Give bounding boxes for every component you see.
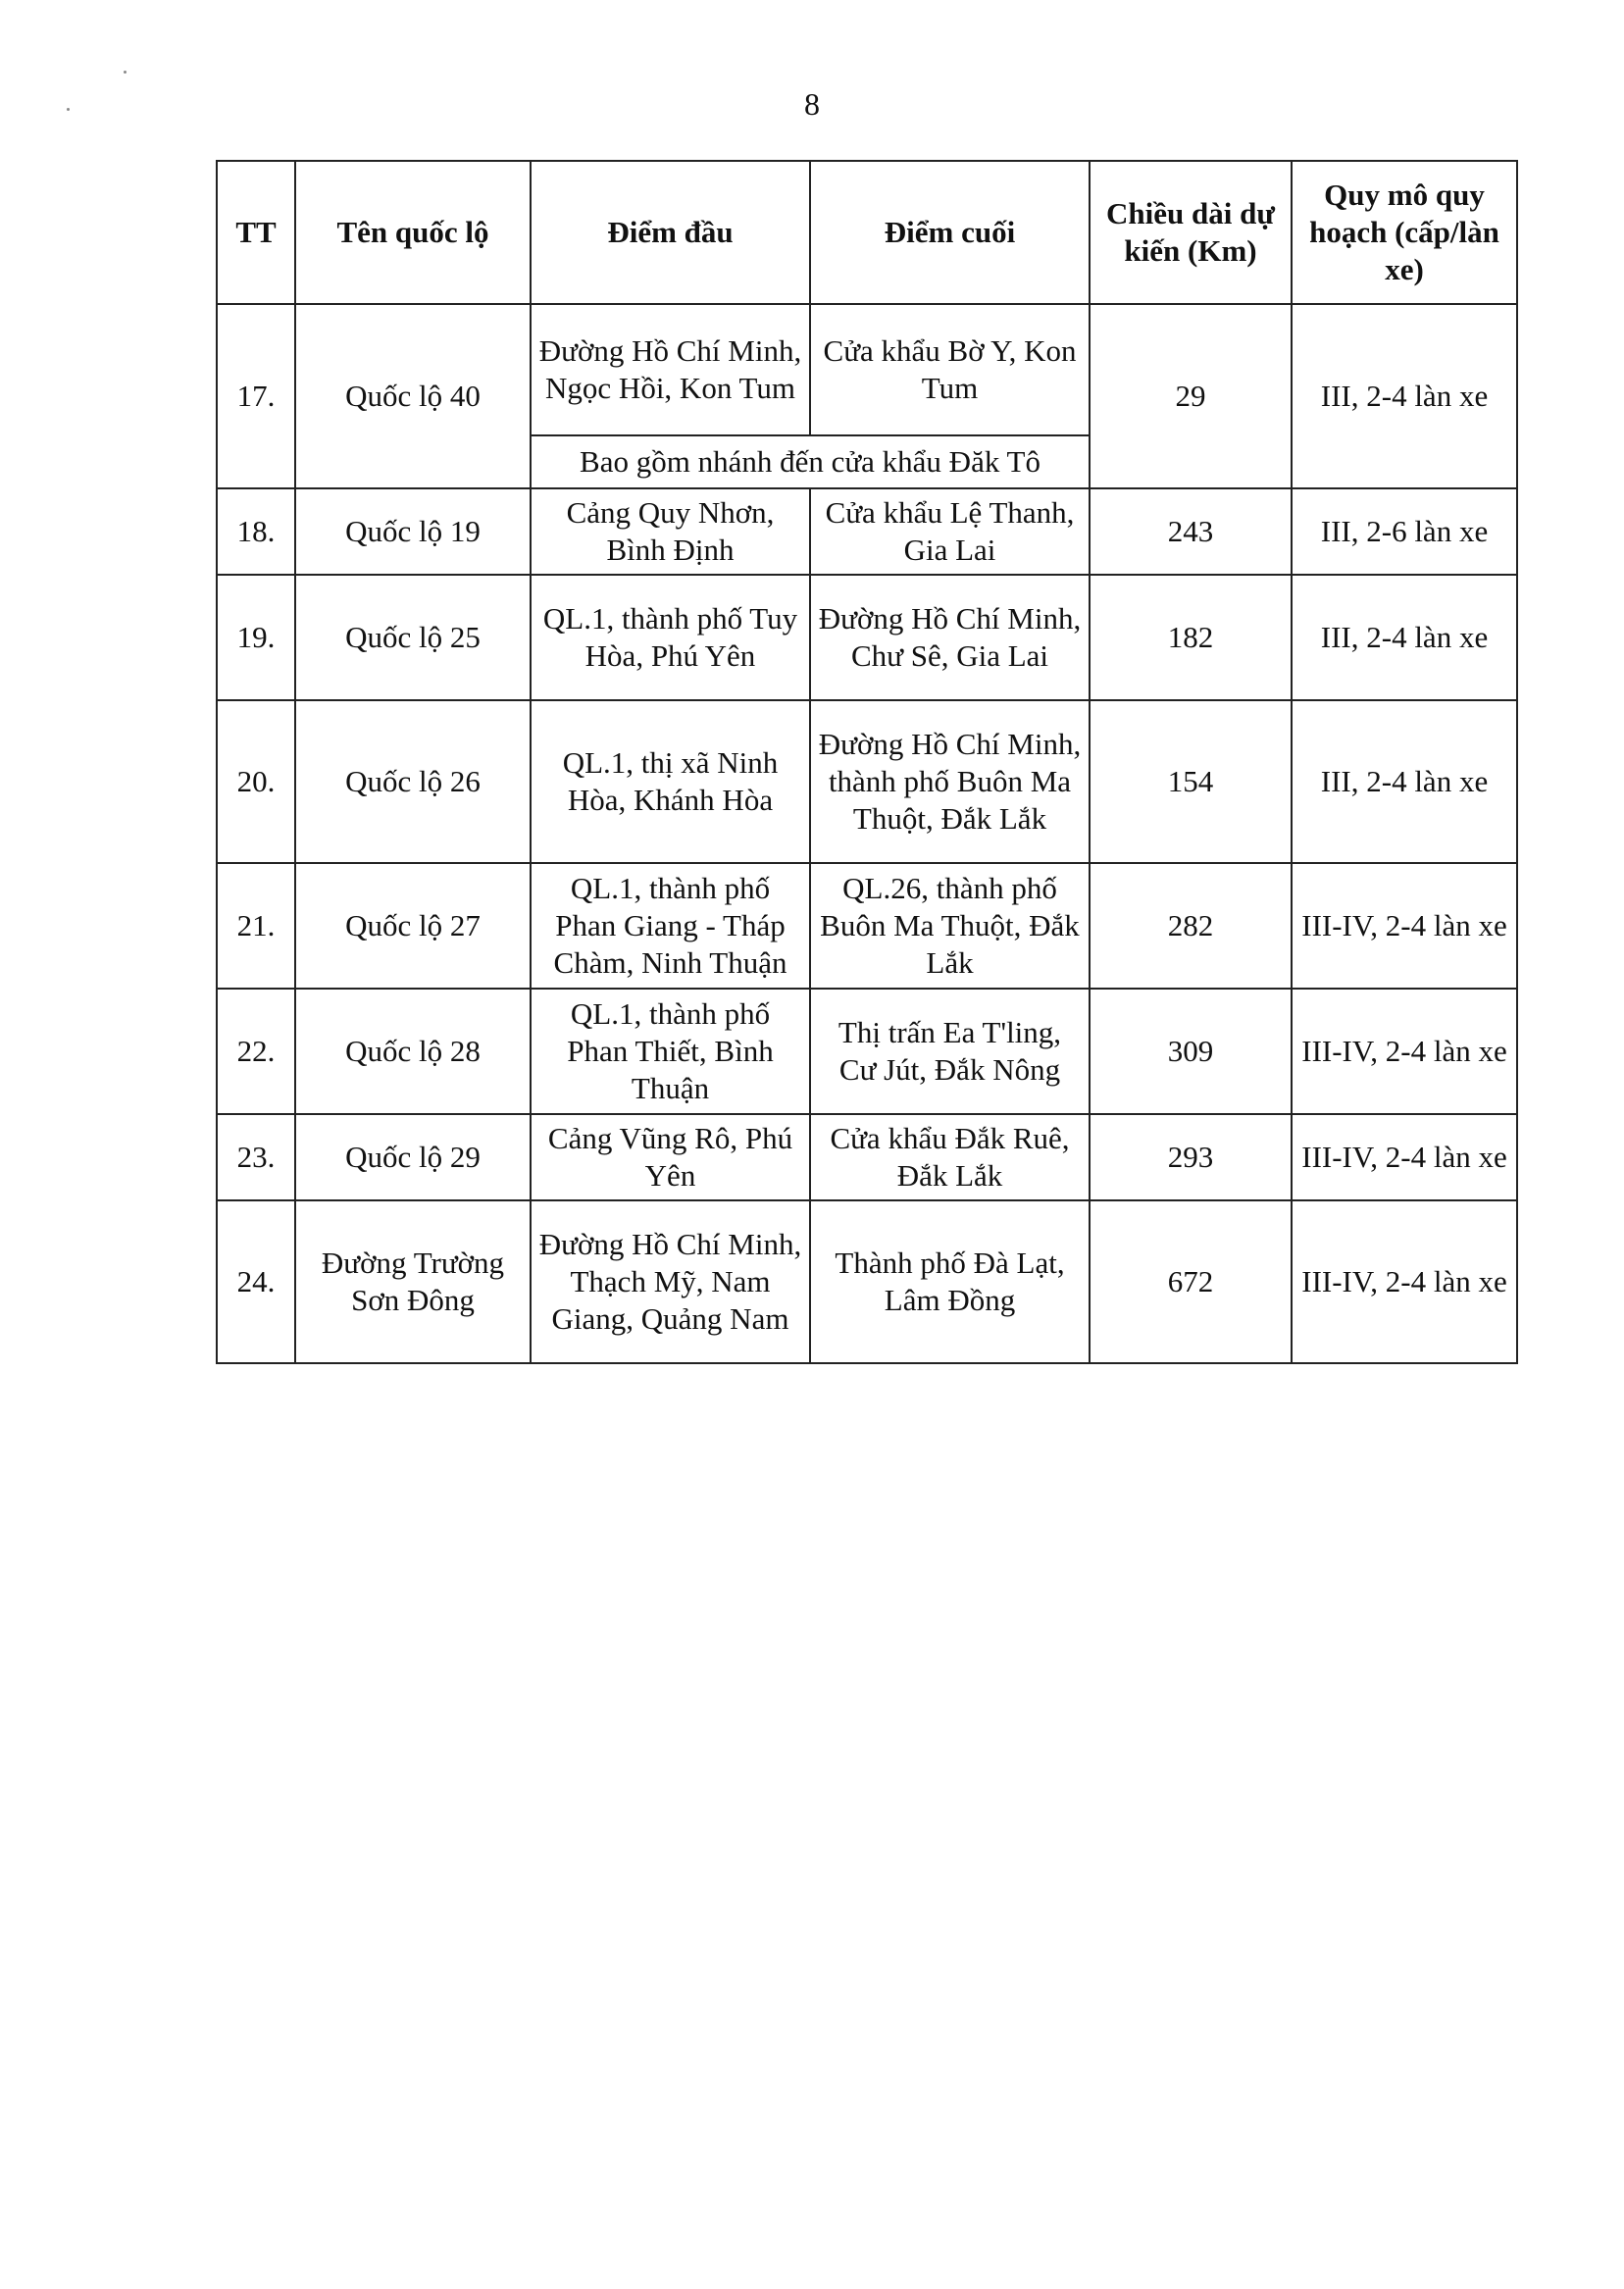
road-name: Đường Trường Sơn Đông	[295, 1200, 531, 1363]
road-length: 29	[1090, 304, 1292, 488]
road-length: 282	[1090, 863, 1292, 989]
header-end-point: Điểm cuối	[810, 161, 1090, 304]
road-name: Quốc lộ 29	[295, 1114, 531, 1200]
planning-scale: III-IV, 2-4 làn xe	[1292, 989, 1517, 1114]
table-header-row	[217, 161, 1517, 304]
row-number: 22.	[217, 989, 295, 1114]
start-point: QL.1, thị xã Ninh Hòa, Khánh Hòa	[531, 700, 810, 863]
table-row	[217, 863, 1517, 989]
row-number: 17.	[217, 304, 295, 488]
planning-scale: III, 2-6 làn xe	[1292, 488, 1517, 575]
planning-scale: III, 2-4 làn xe	[1292, 304, 1517, 488]
planning-scale: III-IV, 2-4 làn xe	[1292, 863, 1517, 989]
planning-scale: III, 2-4 làn xe	[1292, 575, 1517, 700]
start-point: Cảng Quy Nhơn, Bình Định	[531, 488, 810, 575]
road-length: 182	[1090, 575, 1292, 700]
row-number: 20.	[217, 700, 295, 863]
table-row	[217, 700, 1517, 863]
end-point: Cửa khẩu Bờ Y, Kon Tum	[810, 304, 1090, 435]
start-point: Đường Hồ Chí Minh, Thạch Mỹ, Nam Giang, Quảng Nam	[531, 1200, 810, 1363]
table-row	[217, 304, 1517, 435]
table-row	[217, 989, 1517, 1114]
table-row	[217, 488, 1517, 575]
row-number: 23.	[217, 1114, 295, 1200]
national-roads-table	[216, 160, 1518, 1364]
row-number: 21.	[217, 863, 295, 989]
start-point: QL.1, thành phố Phan Thiết, Bình Thuận	[531, 989, 810, 1114]
end-point: Cửa khẩu Đắk Ruê, Đắk Lắk	[810, 1114, 1090, 1200]
row-number: 24.	[217, 1200, 295, 1363]
road-name: Quốc lộ 28	[295, 989, 531, 1114]
start-point: Cảng Vũng Rô, Phú Yên	[531, 1114, 810, 1200]
planning-scale: III-IV, 2-4 làn xe	[1292, 1114, 1517, 1200]
road-length: 154	[1090, 700, 1292, 863]
road-name: Quốc lộ 25	[295, 575, 531, 700]
branch-note: Bao gồm nhánh đến cửa khẩu Đăk Tô	[531, 435, 1090, 488]
road-name: Quốc lộ 27	[295, 863, 531, 989]
header-tt: TT	[217, 161, 295, 304]
planning-scale: III-IV, 2-4 làn xe	[1292, 1200, 1517, 1363]
table-row	[217, 575, 1517, 700]
start-point: QL.1, thành phố Tuy Hòa, Phú Yên	[531, 575, 810, 700]
road-length: 243	[1090, 488, 1292, 575]
road-name: Quốc lộ 40	[295, 304, 531, 488]
planning-scale: III, 2-4 làn xe	[1292, 700, 1517, 863]
end-point: Thị trấn Ea T'ling, Cư Jút, Đắk Nông	[810, 989, 1090, 1114]
end-point: Thành phố Đà Lạt, Lâm Đồng	[810, 1200, 1090, 1363]
road-length: 293	[1090, 1114, 1292, 1200]
page-number: 8	[804, 86, 820, 122]
header-length: Chiều dài dự kiến (Km)	[1090, 161, 1292, 304]
start-point: Đường Hồ Chí Minh, Ngọc Hồi, Kon Tum	[531, 304, 810, 435]
end-point: Đường Hồ Chí Minh, Chư Sê, Gia Lai	[810, 575, 1090, 700]
end-point: Cửa khẩu Lệ Thanh, Gia Lai	[810, 488, 1090, 575]
start-point: QL.1, thành phố Phan Giang - Tháp Chàm, Ninh Thuận	[531, 863, 810, 989]
road-name: Quốc lộ 19	[295, 488, 531, 575]
road-name: Quốc lộ 26	[295, 700, 531, 863]
road-length: 672	[1090, 1200, 1292, 1363]
table-row	[217, 1114, 1517, 1200]
header-start-point: Điểm đầu	[531, 161, 810, 304]
row-number: 19.	[217, 575, 295, 700]
end-point: QL.26, thành phố Buôn Ma Thuột, Đắk Lắk	[810, 863, 1090, 989]
scan-speck	[124, 71, 127, 74]
header-road-name: Tên quốc lộ	[295, 161, 531, 304]
row-number: 18.	[217, 488, 295, 575]
road-length: 309	[1090, 989, 1292, 1114]
end-point: Đường Hồ Chí Minh, thành phố Buôn Ma Thuột, Đắk Lắk	[810, 700, 1090, 863]
table-row	[217, 1200, 1517, 1363]
header-scale: Quy mô quy hoạch (cấp/làn xe)	[1292, 161, 1517, 304]
